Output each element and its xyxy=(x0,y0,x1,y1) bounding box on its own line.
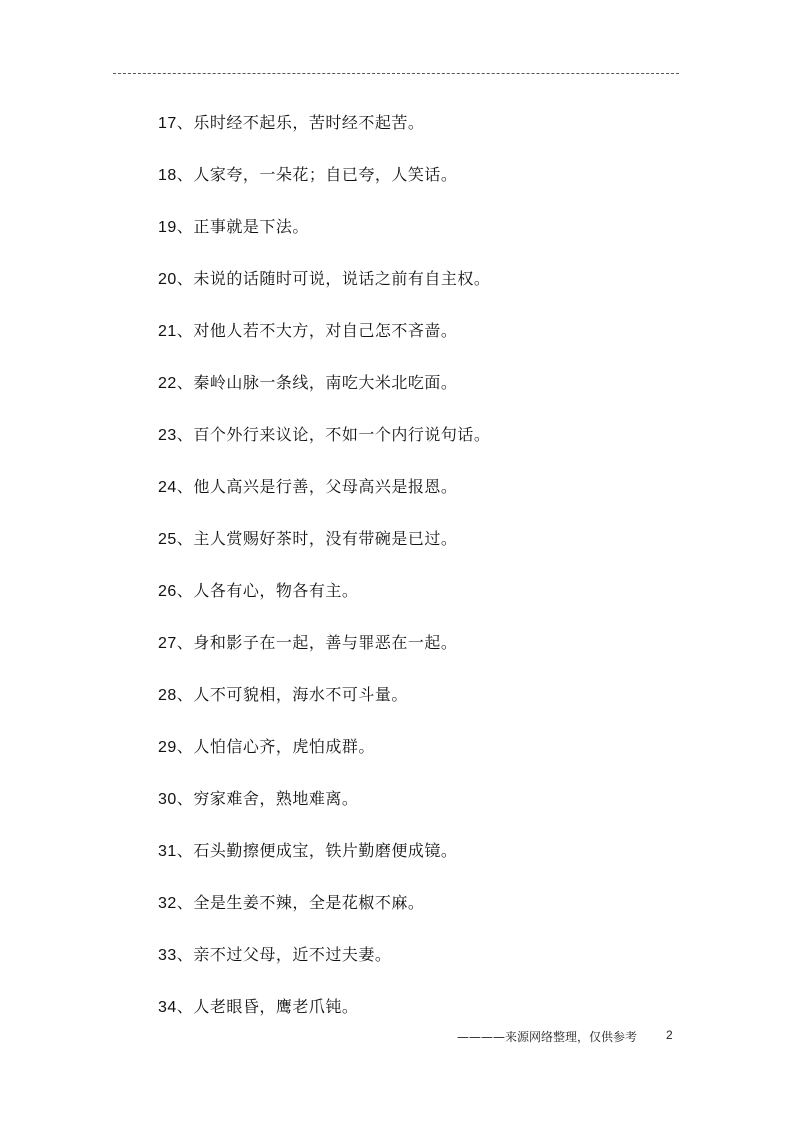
proverb-separator: 、 xyxy=(176,321,194,340)
proverb-line xyxy=(158,317,490,369)
proverb-line xyxy=(158,109,490,161)
proverb-number: 25 xyxy=(158,531,177,548)
proverb-text: 石头勤擦便成宝，铁片勤磨便成镜。 xyxy=(193,841,458,860)
proverb-text: 亲不过父母，近不过夫妻。 xyxy=(193,945,392,964)
proverb-number: 34 xyxy=(158,999,177,1016)
proverb-separator: 、 xyxy=(176,529,194,548)
proverb-text: 身和影子在一起，善与罪恶在一起。 xyxy=(193,633,458,652)
proverb-text: 全是生姜不辣，全是花椒不麻。 xyxy=(193,893,425,912)
proverb-number: 29 xyxy=(158,739,177,756)
proverb-text: 主人赏赐好茶时，没有带碗是已过。 xyxy=(193,529,458,548)
proverb-number: 22 xyxy=(158,375,177,392)
proverb-line xyxy=(158,993,490,1045)
proverb-line xyxy=(158,161,490,213)
proverb-number: 30 xyxy=(158,791,177,808)
proverb-separator: 、 xyxy=(176,217,194,236)
proverb-text: 乐时经不起乐，苦时经不起苦。 xyxy=(193,113,425,132)
proverb-number: 33 xyxy=(158,947,177,964)
proverb-separator: 、 xyxy=(176,165,194,184)
proverb-list xyxy=(158,109,490,1045)
proverb-separator: 、 xyxy=(176,685,194,704)
proverb-text: 人家夸，一朵花；自已夸，人笑话。 xyxy=(193,165,458,184)
footer-source-note: ————来源网络整理，仅供参考 xyxy=(457,1030,638,1044)
proverb-line xyxy=(158,265,490,317)
proverb-separator: 、 xyxy=(176,841,194,860)
proverb-line xyxy=(158,785,490,837)
proverb-separator: 、 xyxy=(176,997,194,1016)
proverb-line xyxy=(158,473,490,525)
proverb-text: 人各有心，物各有主。 xyxy=(193,581,359,600)
proverb-line xyxy=(158,421,490,473)
proverb-separator: 、 xyxy=(176,581,194,600)
proverb-number: 18 xyxy=(158,167,177,184)
proverb-line xyxy=(158,681,490,733)
proverb-text: 对他人若不大方，对自己怎不吝啬。 xyxy=(193,321,458,340)
proverb-separator: 、 xyxy=(176,425,194,444)
proverb-line xyxy=(158,837,490,889)
page-number: 2 xyxy=(666,1028,673,1042)
proverb-number: 20 xyxy=(158,271,177,288)
proverb-text: 人怕信心齐，虎怕成群。 xyxy=(193,737,375,756)
proverb-line xyxy=(158,369,490,421)
proverb-number: 24 xyxy=(158,479,177,496)
proverb-line xyxy=(158,213,490,265)
proverb-separator: 、 xyxy=(176,373,194,392)
proverb-separator: 、 xyxy=(176,789,194,808)
proverb-separator: 、 xyxy=(176,113,194,132)
proverb-separator: 、 xyxy=(176,893,194,912)
proverb-text: 正事就是下法。 xyxy=(193,217,309,236)
proverb-text: 秦岭山脉一条线，南吃大米北吃面。 xyxy=(193,373,458,392)
proverb-text: 他人高兴是行善，父母高兴是报恩。 xyxy=(193,477,458,496)
proverb-separator: 、 xyxy=(176,737,194,756)
proverb-line xyxy=(158,525,490,577)
proverb-number: 32 xyxy=(158,895,177,912)
proverb-number: 26 xyxy=(158,583,177,600)
proverb-text: 百个外行来议论，不如一个内行说句话。 xyxy=(193,425,491,444)
proverb-separator: 、 xyxy=(176,945,194,964)
proverb-number: 28 xyxy=(158,687,177,704)
proverb-text: 穷家难舍，熟地难离。 xyxy=(193,789,359,808)
header-dashed-rule xyxy=(113,73,679,74)
proverb-number: 21 xyxy=(158,323,177,340)
proverb-line xyxy=(158,629,490,681)
proverb-number: 23 xyxy=(158,427,177,444)
proverb-separator: 、 xyxy=(176,269,194,288)
proverb-line xyxy=(158,941,490,993)
proverb-line xyxy=(158,733,490,785)
proverb-line xyxy=(158,577,490,629)
proverb-number: 27 xyxy=(158,635,177,652)
proverb-number: 31 xyxy=(158,843,177,860)
proverb-number: 17 xyxy=(158,115,177,132)
proverb-separator: 、 xyxy=(176,477,194,496)
proverb-text: 未说的话随时可说，说话之前有自主权。 xyxy=(193,269,491,288)
proverb-text: 人不可貌相，海水不可斗量。 xyxy=(193,685,408,704)
proverb-text: 人老眼昏，鹰老爪钝。 xyxy=(193,997,359,1016)
proverb-separator: 、 xyxy=(176,633,194,652)
proverb-line xyxy=(158,889,490,941)
proverb-number: 19 xyxy=(158,219,177,236)
